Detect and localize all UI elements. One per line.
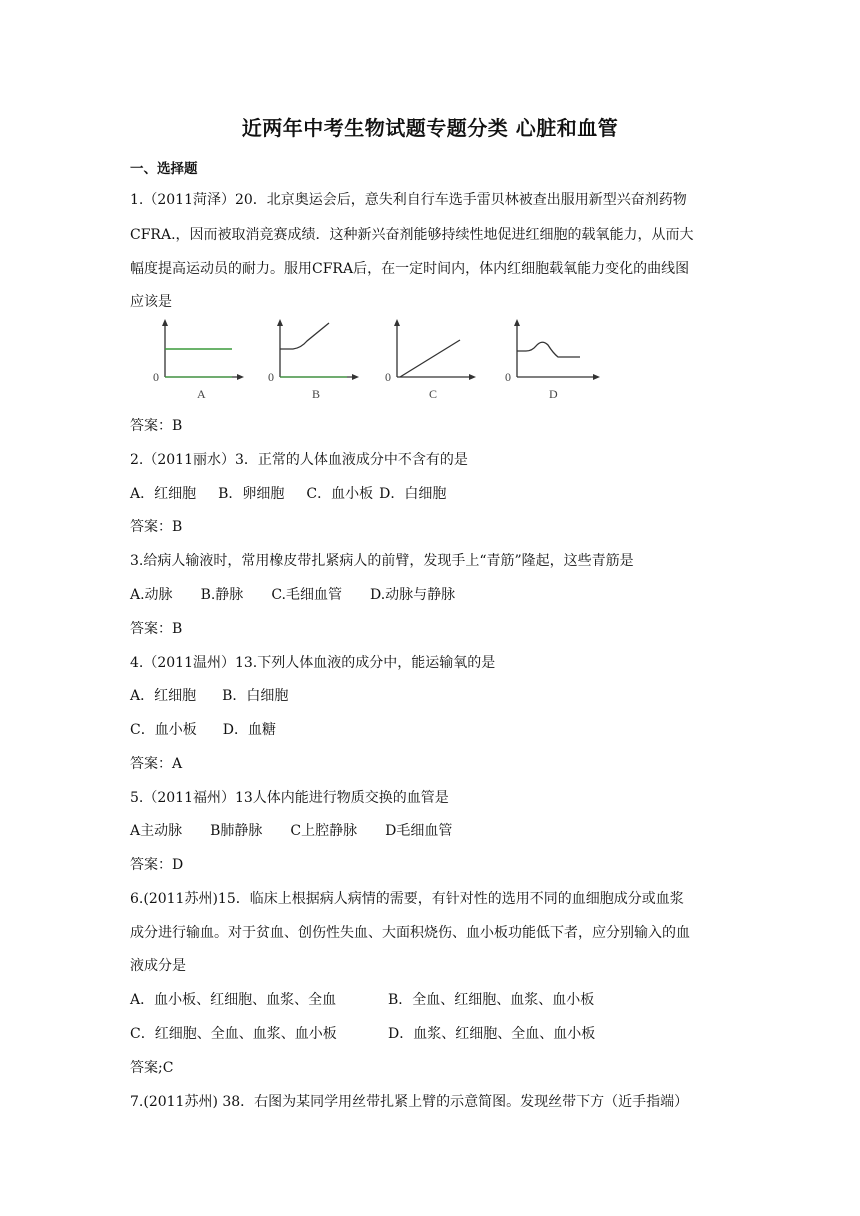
question-2-answer: 答案：B — [130, 519, 183, 535]
option-d: D.动脉与静脉 — [369, 587, 456, 603]
graph-b — [255, 315, 365, 410]
question-4-line-1: 4.（2011温州）13.下列人体血液的成分中，能运输氧的是 — [130, 655, 496, 671]
question-5-line-1: 5.（2011福州）13人体内能进行物质交换的血管是 — [130, 790, 449, 806]
question-1-line-4: 应该是 — [130, 294, 172, 310]
option-a: A．红细胞 — [130, 688, 197, 704]
question-4-answer: 答案：A — [130, 756, 183, 772]
option-b: B．白细胞 — [222, 688, 289, 704]
option-b: B．卵细胞 — [218, 486, 285, 502]
question-3-line-1: 3.给病人输液时，常用橡皮带扎紧病人的前臂，发现手上“青筋”隆起，这些青筋是 — [130, 553, 634, 569]
page-title: 近两年中考生物试题专题分类 心脏和血管 — [241, 116, 619, 140]
question-6-options-row-1 — [130, 990, 740, 1010]
option-b: B.静脉 — [200, 587, 244, 603]
option-d: D．血浆、红细胞、全血、血小板 — [388, 1026, 596, 1042]
question-1-line-3: 幅度提高运动员的耐力。服用CFRA后，在一定时间内，体内红细胞载氧能力变化的曲线图 — [130, 261, 690, 277]
question-1-answer: 答案：B — [130, 418, 183, 434]
option-c: C．血小板 — [130, 722, 197, 738]
option-a: A主动脉 — [130, 823, 183, 839]
option-c: C上腔静脉 — [290, 823, 358, 839]
option-d: D．血糖 — [222, 722, 276, 738]
answer-option-graphs — [140, 315, 610, 410]
graph-a-label: A — [197, 387, 206, 401]
option-c: C.毛细血管 — [271, 587, 342, 603]
option-a: A.动脉 — [130, 587, 173, 603]
question-6-line-2: 成分进行输血。对于贫血、创伤性失血、大面积烧伤、血小板功能低下者，应分别输入的血 — [130, 925, 690, 941]
question-6-line-1: 6.(2011苏州)15．临床上根据病人病情的需要，有针对性的选用不同的血细胞成分或血浆 — [130, 891, 684, 907]
question-2-options — [130, 484, 740, 504]
option-b: B肺静脉 — [210, 823, 263, 839]
question-5-answer: 答案：D — [130, 857, 184, 873]
graph-c — [372, 315, 482, 410]
graph-b-origin: 0 — [268, 370, 274, 384]
graph-d-label: D — [549, 387, 558, 401]
question-6-options-row-2 — [130, 1024, 740, 1044]
option-d: D．白细胞 — [379, 486, 447, 502]
graph-c-label: C — [429, 387, 438, 401]
graph-c-origin: 0 — [385, 370, 391, 384]
question-2-line-1: 2.（2011丽水）3．正常的人体血液成分中不含有的是 — [130, 452, 468, 468]
section-heading: 一、选择题 — [130, 161, 198, 177]
option-c: C．血小板 — [306, 486, 374, 502]
question-1-line-1: 1.（2011菏泽）20．北京奥运会后，意失利自行车选手雷贝林被查出服用新型兴奋剂药物 — [130, 192, 687, 208]
graph-a — [140, 315, 250, 410]
question-1-line-2: CFRA.，因而被取消竞赛成绩．这种新兴奋剂能够持续性地促进红细胞的载氧能力，从而大 — [130, 227, 694, 243]
question-6-line-3: 液成分是 — [130, 958, 186, 974]
graph-b-label: B — [312, 387, 321, 401]
question-5-options — [130, 821, 740, 841]
question-4-options-row-1 — [130, 686, 740, 706]
option-a: A．血小板、红细胞、血浆、全血 — [130, 992, 337, 1008]
question-3-answer: 答案：B — [130, 621, 183, 637]
graph-a-origin: 0 — [153, 370, 159, 384]
option-b: B．全血、红细胞、血浆、血小板 — [388, 992, 595, 1008]
question-7-line-1: 7.(2011苏州) 38．右图为某同学用丝带扎紧上臂的示意简图。发现丝带下方（近手指端） — [130, 1094, 689, 1110]
option-c: C．红细胞、全血、血浆、血小板 — [130, 1026, 337, 1042]
question-4-options-row-2 — [130, 720, 740, 740]
graph-d-origin: 0 — [505, 370, 511, 384]
question-6-answer: 答案;C — [130, 1060, 174, 1076]
option-a: A．红细胞 — [130, 486, 197, 502]
question-3-options — [130, 585, 740, 605]
graph-d — [492, 315, 610, 410]
option-d: D毛细血管 — [385, 823, 453, 839]
